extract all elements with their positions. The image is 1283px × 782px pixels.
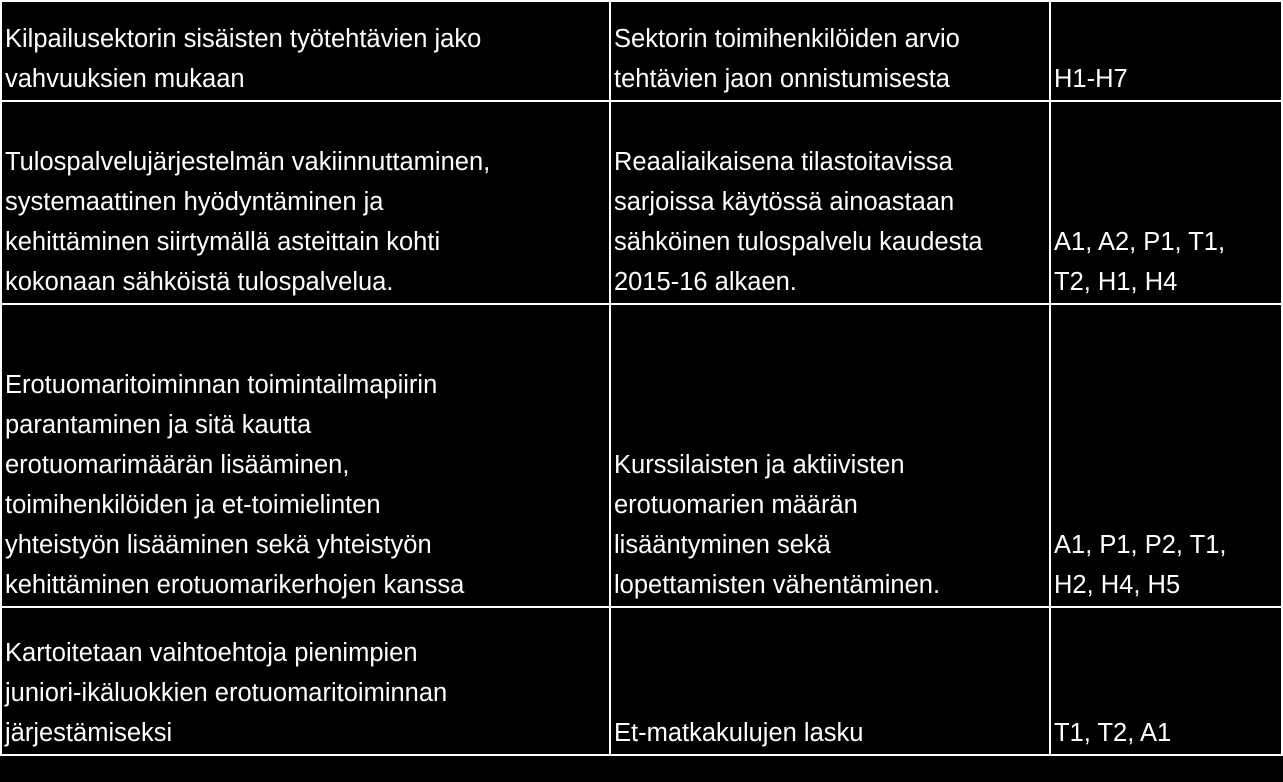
codes-line: H1-H7 [1054,65,1128,93]
codes-line: T2, H1, H4 [1054,268,1178,296]
measure-cell [610,304,1050,607]
goal-line: Erotuomaritoiminnan toimintailmapiirin [5,371,438,399]
goal-cell [1,304,610,607]
codes-line: A1, A2, P1, T1, [1054,228,1226,256]
table-row [1,304,1282,607]
goal-line: yhteistyön lisääminen sekä yhteistyön [5,531,432,559]
measure-cell [610,1,1050,101]
table-row [1,101,1282,304]
goal-line: Kilpailusektorin sisäisten työtehtävien jako [5,25,482,53]
goal-cell [1,101,610,304]
goal-line: parantaminen ja sitä kautta [5,411,312,439]
measure-cell [610,607,1050,755]
codes-line: T1, T2, A1 [1054,719,1172,747]
goal-line: kehittäminen siirtymällä asteittain kohti [5,228,441,256]
goal-line: kehittäminen erotuomarikerhojen kanssa [5,571,465,599]
codes-line: A1, P1, P2, T1, [1054,531,1227,559]
measure-line: lisääntyminen sekä [614,531,831,559]
codes-cell [1050,101,1282,304]
goal-line: toimihenkilöiden ja et-toimielinten [5,491,381,519]
goal-line: systemaattinen hyödyntäminen ja [5,188,384,216]
goal-line: Tulospalvelujärjestelmän vakiinnuttaminen, [5,148,491,176]
measure-line: 2015-16 alkaen. [614,268,797,296]
goal-line: järjestämiseksi [5,719,173,747]
goal-cell [1,607,610,755]
goal-line: Kartoitetaan vaihtoehtoja pienimpien [5,639,418,667]
measure-line: lopettamisten vähentäminen. [614,571,941,599]
codes-cell [1050,304,1282,607]
goal-line: erotuomarimäärän lisääminen, [5,451,350,479]
measure-line: Reaaliaikaisena tilastoitavissa [614,148,953,176]
codes-line: H2, H4, H5 [1054,571,1181,599]
measure-cell [610,101,1050,304]
goal-line: vahvuuksien mukaan [5,65,245,93]
goal-line: juniori-ikäluokkien erotuomaritoiminnan [5,679,448,707]
table-row [1,607,1282,755]
measure-line: sarjoissa käytössä ainoastaan [614,188,955,216]
codes-cell [1050,1,1282,101]
measure-line: Et-matkakulujen lasku [614,719,864,747]
measure-line: tehtävien jaon onnistumisesta [614,65,950,93]
measure-line: Kurssilaisten ja aktiivisten [614,451,905,479]
measure-line: Sektorin toimihenkilöiden arvio [614,25,960,53]
goal-line: kokonaan sähköistä tulospalvelua. [5,268,394,296]
measure-line: erotuomarien määrän [614,491,858,519]
measure-line: sähköinen tulospalvelu kaudesta [614,228,983,256]
goal-cell [1,1,610,101]
table-row [1,1,1282,101]
codes-cell [1050,607,1282,755]
